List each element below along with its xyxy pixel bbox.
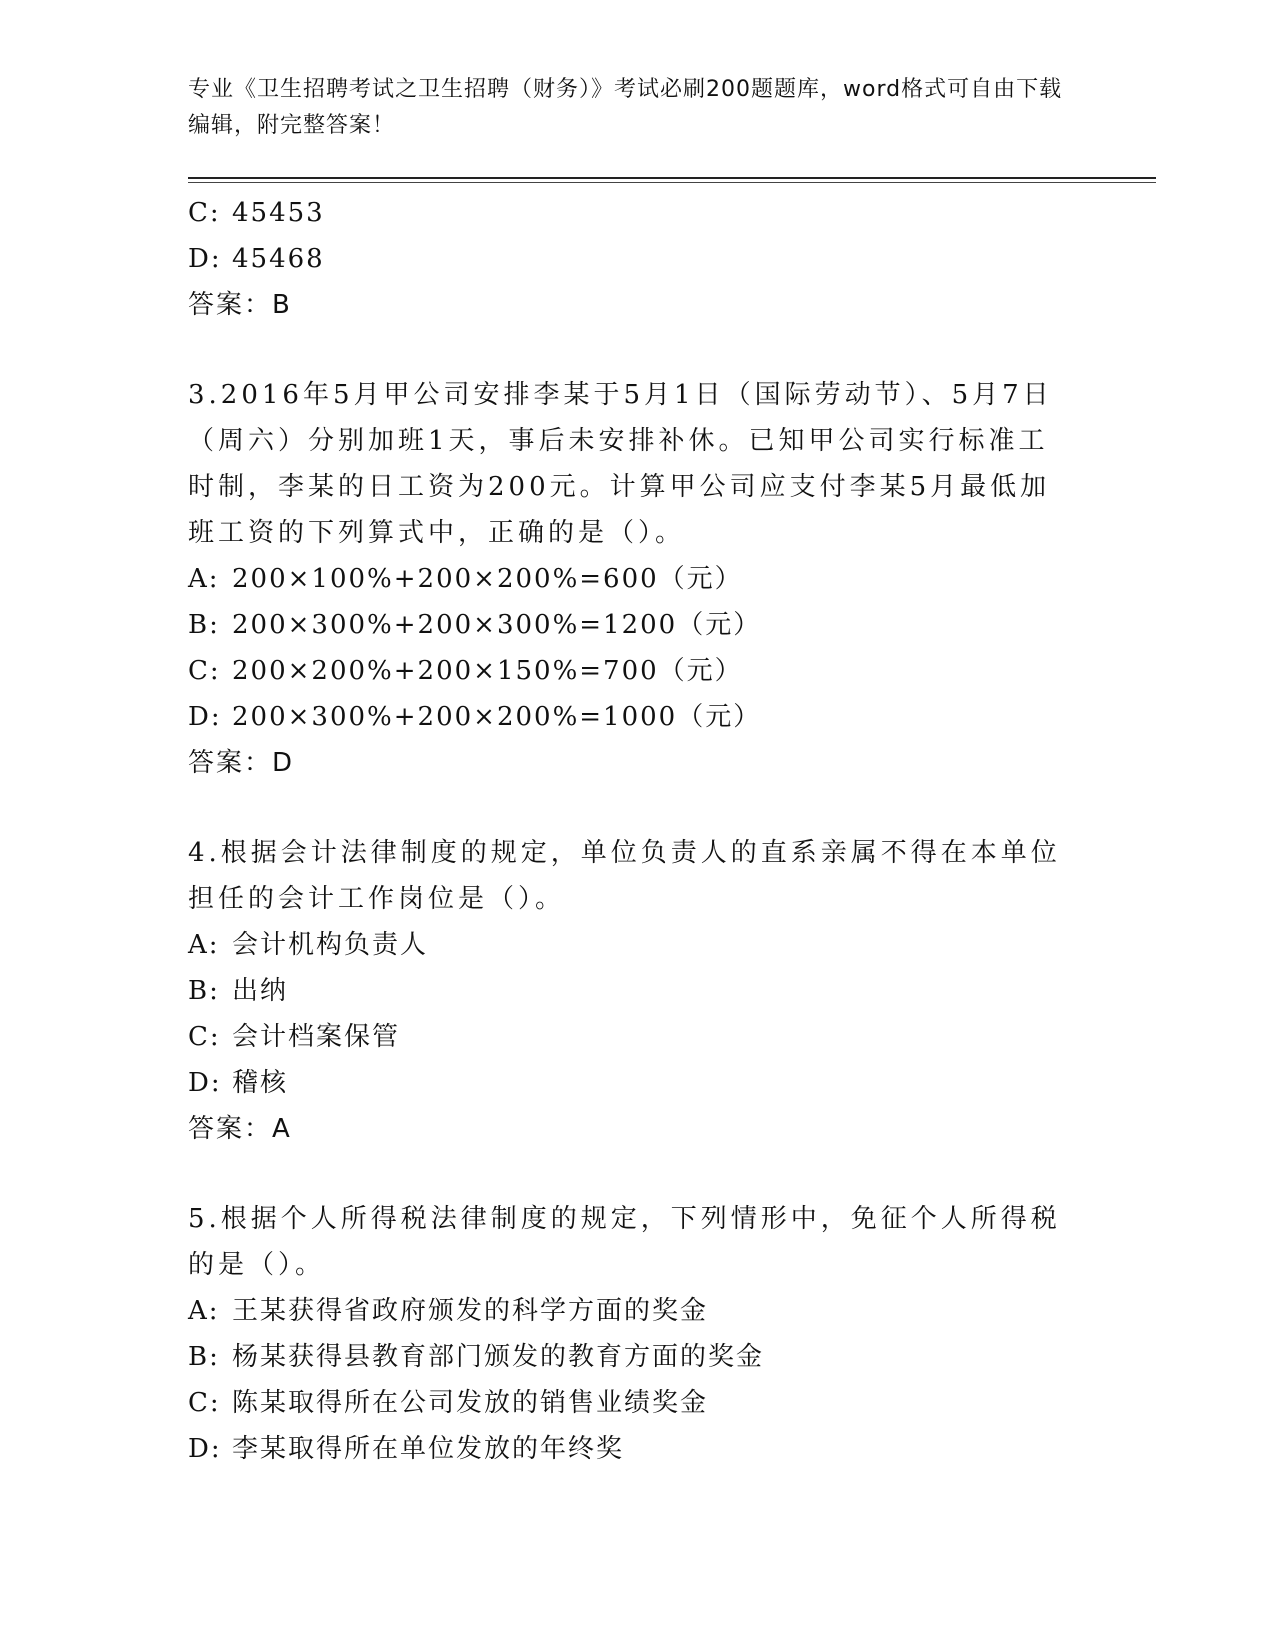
option-d (188, 694, 1068, 740)
option-text: 王某获得省政府颁发的科学方面的奖金 (232, 1296, 709, 1326)
option-c (188, 648, 1068, 694)
question-text: 3.2016年5月甲公司安排李某于5月1日（国际劳动节）、5月7日（周六）分别加班1天，事后未安排补休。已知甲公司实行标准工时制，李某的日工资为200元。计算甲公司应支付李某5月最低加班工资的下列算式中，正确的是（）。 (188, 380, 1053, 548)
option-label: C: (188, 198, 221, 228)
option-text: 李某取得所在单位发放的年终奖 (232, 1434, 625, 1464)
option-d (188, 1060, 1068, 1106)
option-a (188, 922, 1068, 968)
option-b (188, 1334, 1068, 1380)
option-c (188, 190, 1068, 236)
option-label: D: (188, 1434, 222, 1464)
option-label: B: (188, 610, 220, 640)
document-body (188, 190, 1068, 1472)
option-c (188, 1380, 1068, 1426)
option-text: 200×300%+200×300%=1200（元） (232, 610, 762, 640)
option-label: C: (188, 1388, 221, 1418)
answer-line: 答案：A (188, 1114, 292, 1144)
option-text: 200×200%+200×150%=700（元） (232, 656, 743, 686)
option-c (188, 1014, 1068, 1060)
option-text: 陈某取得所在公司发放的销售业绩奖金 (232, 1388, 709, 1418)
option-label: B: (188, 976, 220, 1006)
option-text: 200×100%+200×200%=600（元） (232, 564, 743, 594)
option-d (188, 236, 1068, 282)
question-text: 5.根据个人所得税法律制度的规定，下列情形中，免征个人所得税的是（）。 (188, 1204, 1061, 1280)
header-divider (188, 177, 1156, 179)
option-label: B: (188, 1342, 220, 1372)
question-3 (188, 372, 1068, 786)
answer-line: 答案：B (188, 290, 292, 320)
option-text: 杨某获得县教育部门颁发的教育方面的奖金 (232, 1342, 765, 1372)
option-d (188, 1426, 1068, 1472)
option-a (188, 556, 1068, 602)
option-text: 200×300%+200×200%=1000（元） (232, 702, 762, 732)
option-label: D: (188, 702, 222, 732)
option-text: 会计档案保管 (232, 1022, 401, 1052)
option-b (188, 602, 1068, 648)
option-text: 45453 (232, 198, 325, 228)
question-4 (188, 830, 1068, 1152)
option-label: C: (188, 1022, 221, 1052)
option-label: D: (188, 244, 222, 274)
page-header-title: 专业《卫生招聘考试之卫生招聘（财务）》考试必刷200题题库，word格式可自由下载编辑，附完整答案！ (188, 77, 1063, 138)
option-label: C: (188, 656, 221, 686)
option-text: 稽核 (232, 1068, 289, 1098)
option-label: D: (188, 1068, 222, 1098)
header-divider-thin (188, 182, 1156, 183)
option-a (188, 1288, 1068, 1334)
continued-question (188, 190, 1068, 328)
option-text: 会计机构负责人 (232, 930, 429, 960)
option-b (188, 968, 1068, 1014)
option-label: A: (188, 930, 220, 960)
option-text: 出纳 (232, 976, 289, 1006)
option-label: A: (188, 564, 220, 594)
question-text: 4.根据会计法律制度的规定，单位负责人的直系亲属不得在本单位担任的会计工作岗位是（）。 (188, 838, 1061, 914)
answer-line: 答案：D (188, 748, 295, 778)
question-5 (188, 1196, 1068, 1472)
option-label: A: (188, 1296, 220, 1326)
option-text: 45468 (232, 244, 325, 274)
